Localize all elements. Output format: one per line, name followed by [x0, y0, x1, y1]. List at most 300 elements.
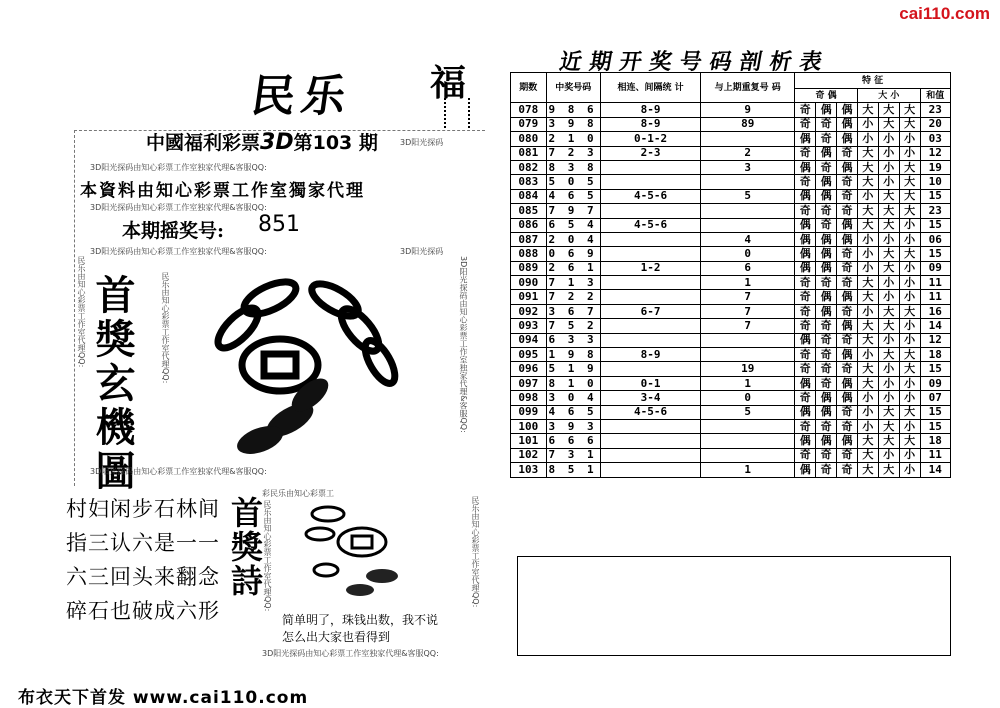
sum-cell: 15 [920, 362, 950, 376]
odd-even-cell: 奇 [816, 448, 837, 462]
repeat-cell: 1 [701, 463, 795, 477]
odd-even-cell: 偶 [816, 247, 837, 261]
odd-even-cell: 偶 [837, 160, 858, 174]
gap-cell [600, 362, 700, 376]
vertical-note: 民乐由知心彩票工作室代理QQ: [471, 496, 480, 608]
issue-cell: 080 [511, 132, 547, 146]
size-cell: 大 [857, 319, 878, 333]
odd-even-cell: 偶 [816, 290, 837, 304]
table-row [511, 333, 951, 347]
number-cell: 5 0 5 [546, 175, 600, 189]
table-row [511, 405, 951, 419]
odd-even-cell: 奇 [837, 204, 858, 218]
sum-cell: 10 [920, 175, 950, 189]
issue-cell: 086 [511, 218, 547, 232]
size-cell: 大 [899, 304, 920, 318]
table-row [511, 175, 951, 189]
size-cell: 小 [857, 117, 878, 131]
sum-cell: 12 [920, 333, 950, 347]
issue-cell: 098 [511, 391, 547, 405]
size-cell: 小 [899, 319, 920, 333]
size-cell: 大 [857, 204, 878, 218]
fu-tassel-decoration [444, 98, 470, 128]
gap-cell: 4-5-6 [600, 405, 700, 419]
size-cell: 小 [899, 276, 920, 290]
size-cell: 小 [899, 376, 920, 390]
odd-even-cell: 偶 [816, 434, 837, 448]
size-cell: 大 [878, 261, 899, 275]
issue-cell: 096 [511, 362, 547, 376]
issue-cell: 092 [511, 304, 547, 318]
odd-even-cell: 偶 [816, 405, 837, 419]
table-row [511, 376, 951, 390]
gap-cell: 1-2 [600, 261, 700, 275]
repeat-cell: 7 [701, 290, 795, 304]
number-cell: 7 3 1 [546, 448, 600, 462]
odd-even-cell: 奇 [837, 304, 858, 318]
table-row [511, 362, 951, 376]
gap-cell [600, 290, 700, 304]
odd-even-cell: 奇 [795, 319, 816, 333]
size-cell: 小 [878, 146, 899, 160]
odd-even-cell: 奇 [837, 276, 858, 290]
repeat-cell [701, 434, 795, 448]
poem-title: 首獎詩 [226, 496, 264, 598]
number-cell: 7 1 3 [546, 276, 600, 290]
repeat-cell: 5 [701, 405, 795, 419]
number-cell: 3 0 4 [546, 391, 600, 405]
odd-even-cell: 奇 [795, 419, 816, 433]
agent-line: 本資料由知心彩票工作室獨家代理 [80, 181, 365, 201]
gap-cell [600, 204, 700, 218]
odd-even-cell: 偶 [837, 218, 858, 232]
sum-cell: 18 [920, 348, 950, 362]
size-cell: 小 [899, 463, 920, 477]
issue-heading [146, 128, 378, 155]
table-row [511, 132, 951, 146]
table-row [511, 319, 951, 333]
repeat-cell [701, 348, 795, 362]
size-cell: 小 [899, 232, 920, 246]
header-repeat: 与上期重复号 码 [701, 73, 795, 103]
fine-print-line: 3D阳光探码由知心彩票工作室独家代理&客服QQ: [90, 163, 267, 172]
odd-even-cell: 奇 [837, 189, 858, 203]
number-cell: 2 0 4 [546, 232, 600, 246]
issue-cell: 103 [511, 463, 547, 477]
sum-cell: 11 [920, 448, 950, 462]
odd-even-cell: 奇 [795, 391, 816, 405]
size-cell: 大 [899, 204, 920, 218]
odd-even-cell: 偶 [837, 117, 858, 131]
table-row [511, 146, 951, 160]
size-cell: 大 [878, 434, 899, 448]
odd-even-cell: 偶 [837, 434, 858, 448]
size-cell: 大 [857, 290, 878, 304]
odd-even-cell: 偶 [837, 103, 858, 117]
poem-line: 碎石也破成六形 [66, 599, 220, 623]
size-cell: 大 [857, 218, 878, 232]
vertical-note: 民乐由知心彩票工作室代理QQ: [263, 500, 272, 612]
size-cell: 大 [857, 333, 878, 347]
odd-even-cell: 奇 [816, 117, 837, 131]
size-cell: 大 [857, 103, 878, 117]
size-cell: 大 [857, 160, 878, 174]
number-cell: 3 6 7 [546, 304, 600, 318]
fine-print-line: 3D阳光探码由知心彩票工作室独家代理&客服QQ: [90, 467, 267, 476]
odd-even-cell: 偶 [795, 261, 816, 275]
odd-even-cell: 奇 [816, 333, 837, 347]
odd-even-cell: 奇 [795, 290, 816, 304]
size-cell: 大 [899, 117, 920, 131]
hint-text [282, 612, 438, 646]
fine-print-short: 3D阳光探码 [400, 247, 444, 256]
size-cell: 小 [899, 218, 920, 232]
odd-even-cell: 奇 [795, 204, 816, 218]
odd-even-cell: 奇 [816, 463, 837, 477]
sum-cell: 19 [920, 160, 950, 174]
sum-cell: 11 [920, 276, 950, 290]
sum-cell: 09 [920, 376, 950, 390]
odd-even-cell: 奇 [816, 132, 837, 146]
sum-cell: 23 [920, 103, 950, 117]
odd-even-cell: 奇 [795, 146, 816, 160]
number-cell: 3 9 3 [546, 419, 600, 433]
sum-cell: 15 [920, 218, 950, 232]
odd-even-cell: 偶 [795, 160, 816, 174]
issue-cell: 085 [511, 204, 547, 218]
issue-cell: 078 [511, 103, 547, 117]
repeat-cell: 7 [701, 319, 795, 333]
odd-even-cell: 偶 [795, 463, 816, 477]
number-cell: 2 6 1 [546, 261, 600, 275]
size-cell: 大 [878, 103, 899, 117]
sum-cell: 14 [920, 319, 950, 333]
sum-cell: 16 [920, 304, 950, 318]
sum-cell: 07 [920, 391, 950, 405]
gap-cell: 8-9 [600, 103, 700, 117]
size-cell: 大 [899, 434, 920, 448]
size-cell: 小 [878, 132, 899, 146]
size-cell: 大 [857, 434, 878, 448]
header-feature: 特 征 [795, 73, 951, 89]
size-cell: 大 [878, 218, 899, 232]
issue-cell: 088 [511, 247, 547, 261]
odd-even-cell: 奇 [837, 261, 858, 275]
header-number: 中奖号码 [546, 73, 600, 103]
odd-even-cell: 奇 [816, 204, 837, 218]
number-cell: 3 9 8 [546, 117, 600, 131]
issue-cell: 084 [511, 189, 547, 203]
table-row [511, 276, 951, 290]
size-cell: 大 [878, 204, 899, 218]
size-cell: 大 [899, 405, 920, 419]
size-cell: 大 [878, 319, 899, 333]
odd-even-cell: 奇 [837, 419, 858, 433]
issue-cell: 089 [511, 261, 547, 275]
issue-cell: 095 [511, 348, 547, 362]
issue-number: 第103 期 [293, 132, 378, 154]
table-row [511, 419, 951, 433]
fine-print-line: 3D阳光探码由知心彩票工作室独家代理&客服QQ: [90, 203, 267, 212]
size-cell: 大 [857, 276, 878, 290]
repeat-cell [701, 333, 795, 347]
table-row [511, 247, 951, 261]
table-row [511, 391, 951, 405]
table-row [511, 103, 951, 117]
gap-cell [600, 160, 700, 174]
poem-line: 村妇闲步石林间 [66, 497, 220, 521]
sum-cell: 15 [920, 189, 950, 203]
odd-even-cell: 偶 [795, 232, 816, 246]
size-cell: 大 [878, 117, 899, 131]
header-issue: 期数 [511, 73, 547, 103]
size-cell: 小 [899, 290, 920, 304]
odd-even-cell: 偶 [816, 391, 837, 405]
size-cell: 小 [857, 304, 878, 318]
size-cell: 小 [899, 132, 920, 146]
odd-even-cell: 奇 [816, 419, 837, 433]
size-cell: 大 [857, 362, 878, 376]
issue-cell: 082 [511, 160, 547, 174]
size-cell: 小 [878, 333, 899, 347]
header-gap: 相连、间隔统 计 [600, 73, 700, 103]
number-cell: 4 6 5 [546, 405, 600, 419]
odd-even-cell: 奇 [816, 218, 837, 232]
gap-cell [600, 463, 700, 477]
sum-cell: 15 [920, 419, 950, 433]
size-cell: 大 [857, 175, 878, 189]
table-title: 近期开奖号码剖析表 [557, 49, 833, 75]
table-row [511, 448, 951, 462]
sum-cell: 03 [920, 132, 950, 146]
footer: 布衣天下首发 www.cai110.com [18, 688, 309, 708]
table-row [511, 261, 951, 275]
odd-even-cell: 偶 [816, 103, 837, 117]
size-cell: 小 [857, 247, 878, 261]
repeat-cell: 89 [701, 117, 795, 131]
gap-cell [600, 333, 700, 347]
odd-even-cell: 奇 [795, 448, 816, 462]
number-cell: 7 9 7 [546, 204, 600, 218]
size-cell: 大 [878, 247, 899, 261]
gap-cell: 0-1 [600, 376, 700, 390]
site-badge[interactable]: cai110.com [899, 4, 990, 23]
repeat-cell: 0 [701, 391, 795, 405]
number-cell: 0 6 9 [546, 247, 600, 261]
odd-even-cell: 偶 [816, 304, 837, 318]
size-cell: 小 [857, 189, 878, 203]
odd-even-cell: 奇 [837, 405, 858, 419]
odd-even-cell: 偶 [795, 333, 816, 347]
issue-prefix: 中國福利彩票 [146, 132, 261, 154]
poem-line: 指三认六是一一 [66, 531, 220, 555]
repeat-cell: 3 [701, 160, 795, 174]
odd-even-cell: 奇 [837, 333, 858, 347]
odd-even-cell: 奇 [795, 362, 816, 376]
gap-cell [600, 434, 700, 448]
size-cell: 大 [899, 160, 920, 174]
odd-even-cell: 奇 [837, 247, 858, 261]
size-cell: 小 [878, 391, 899, 405]
repeat-cell: 19 [701, 362, 795, 376]
issue-cell: 101 [511, 434, 547, 448]
issue-cell: 090 [511, 276, 547, 290]
draw-value: 851 [258, 212, 300, 237]
size-cell: 小 [857, 348, 878, 362]
odd-even-cell: 偶 [816, 175, 837, 189]
gap-cell: 4-5-6 [600, 218, 700, 232]
size-cell: 大 [878, 189, 899, 203]
odd-even-cell: 偶 [816, 261, 837, 275]
issue-cell: 091 [511, 290, 547, 304]
size-cell: 大 [857, 448, 878, 462]
sum-cell: 15 [920, 247, 950, 261]
size-cell: 小 [899, 419, 920, 433]
size-cell: 小 [899, 448, 920, 462]
repeat-cell: 7 [701, 304, 795, 318]
repeat-cell [701, 419, 795, 433]
table-row [511, 160, 951, 174]
odd-even-cell: 偶 [837, 376, 858, 390]
size-cell: 大 [878, 419, 899, 433]
issue-game: 3D [260, 130, 294, 155]
draw-label: 本期摇奖号: [122, 220, 225, 242]
odd-even-cell: 偶 [837, 132, 858, 146]
table-row [511, 434, 951, 448]
fine-print-short: 3D阳光探码 [400, 138, 444, 147]
issue-cell: 099 [511, 405, 547, 419]
sum-cell: 15 [920, 405, 950, 419]
hint-line: 怎么出大家也看得到 [282, 630, 391, 644]
odd-even-cell: 奇 [816, 376, 837, 390]
size-cell: 小 [857, 419, 878, 433]
size-cell: 小 [899, 333, 920, 347]
odd-even-cell: 偶 [795, 376, 816, 390]
odd-even-cell: 偶 [795, 405, 816, 419]
odd-even-cell: 奇 [795, 304, 816, 318]
odd-even-cell: 偶 [816, 146, 837, 160]
table-row [511, 232, 951, 246]
size-cell: 大 [899, 362, 920, 376]
size-cell: 小 [899, 391, 920, 405]
odd-even-cell: 偶 [837, 348, 858, 362]
issue-cell: 081 [511, 146, 547, 160]
vertical-note: 民乐由知心彩票工作室代理QQ: [77, 256, 86, 368]
issue-cell: 100 [511, 419, 547, 433]
size-cell: 小 [899, 261, 920, 275]
odd-even-cell: 奇 [816, 276, 837, 290]
odd-even-cell: 偶 [816, 189, 837, 203]
odd-even-cell: 偶 [795, 434, 816, 448]
sum-cell: 06 [920, 232, 950, 246]
size-cell: 大 [899, 189, 920, 203]
size-cell: 大 [899, 175, 920, 189]
issue-cell: 097 [511, 376, 547, 390]
table-row [511, 218, 951, 232]
number-cell: 8 3 8 [546, 160, 600, 174]
odd-even-cell: 偶 [795, 247, 816, 261]
size-cell: 大 [899, 348, 920, 362]
table-row [511, 189, 951, 203]
size-cell: 小 [878, 448, 899, 462]
repeat-cell: 2 [701, 146, 795, 160]
issue-cell: 083 [511, 175, 547, 189]
size-cell: 小 [878, 175, 899, 189]
issue-cell: 093 [511, 319, 547, 333]
number-cell: 8 5 1 [546, 463, 600, 477]
sum-cell: 11 [920, 290, 950, 304]
size-cell: 小 [878, 276, 899, 290]
number-cell: 5 1 9 [546, 362, 600, 376]
number-cell: 2 1 0 [546, 132, 600, 146]
odd-even-cell: 偶 [795, 189, 816, 203]
size-cell: 大 [878, 463, 899, 477]
gap-cell: 6-7 [600, 304, 700, 318]
number-cell: 8 1 0 [546, 376, 600, 390]
size-cell: 大 [899, 103, 920, 117]
gap-cell [600, 319, 700, 333]
repeat-cell [701, 175, 795, 189]
sum-cell: 23 [920, 204, 950, 218]
size-cell: 大 [857, 146, 878, 160]
issue-cell: 094 [511, 333, 547, 347]
size-cell: 小 [899, 146, 920, 160]
coin-chain-illustration [200, 270, 430, 470]
number-cell: 7 2 3 [546, 146, 600, 160]
odd-even-cell: 奇 [837, 362, 858, 376]
odd-even-cell: 奇 [816, 319, 837, 333]
header-size: 大 小 [857, 89, 920, 103]
size-cell: 大 [878, 348, 899, 362]
issue-cell: 102 [511, 448, 547, 462]
vertical-note: 民乐由知心彩票工作室代理QQ: [161, 272, 170, 384]
memo-box [517, 556, 951, 656]
repeat-cell [701, 448, 795, 462]
odd-even-cell: 偶 [837, 290, 858, 304]
size-cell: 小 [878, 160, 899, 174]
size-cell: 大 [878, 405, 899, 419]
fine-print-line: 3D阳光探码由知心彩票工作室独家代理&客服QQ: [90, 247, 267, 256]
sum-cell: 14 [920, 463, 950, 477]
header-odd-even: 奇 偶 [795, 89, 858, 103]
table-row [511, 204, 951, 218]
gap-cell [600, 175, 700, 189]
number-cell: 7 2 2 [546, 290, 600, 304]
repeat-cell: 5 [701, 189, 795, 203]
gap-cell [600, 419, 700, 433]
odd-even-cell: 奇 [795, 103, 816, 117]
odd-even-cell: 偶 [837, 391, 858, 405]
sum-cell: 09 [920, 261, 950, 275]
odd-even-cell: 奇 [795, 117, 816, 131]
fine-print-line: 3D阳光探码由知心彩票工作室独家代理&客服QQ: [262, 649, 439, 658]
number-cell: 6 3 3 [546, 333, 600, 347]
issue-cell: 087 [511, 232, 547, 246]
repeat-cell: 1 [701, 376, 795, 390]
gap-cell [600, 448, 700, 462]
repeat-cell: 0 [701, 247, 795, 261]
gap-cell: 8-9 [600, 117, 700, 131]
fine-print-short: 彩民乐由知心彩票工 [262, 489, 334, 498]
issue-cell: 079 [511, 117, 547, 131]
table-row [511, 463, 951, 477]
repeat-cell [701, 218, 795, 232]
sum-cell: 20 [920, 117, 950, 131]
table-body [511, 103, 951, 477]
gap-cell [600, 247, 700, 261]
odd-even-cell: 奇 [837, 175, 858, 189]
repeat-cell: 1 [701, 276, 795, 290]
